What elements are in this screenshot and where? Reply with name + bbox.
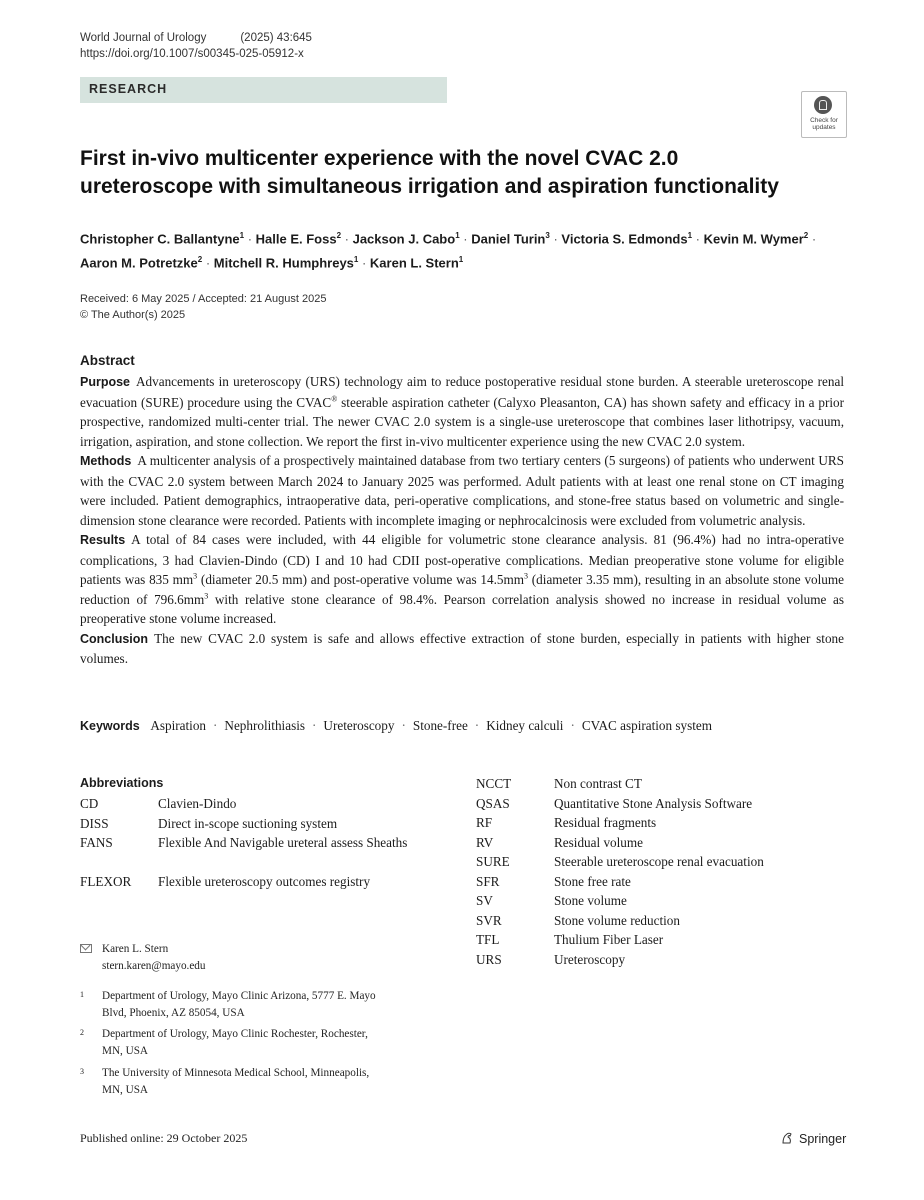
springer-horse-icon [780, 1131, 794, 1145]
author-name[interactable]: Kevin M. Wymer [703, 231, 804, 247]
abbreviation-row [80, 814, 440, 834]
title-line-2: ureteroscope with simultaneous irrigation and aspiration functionality [80, 175, 779, 198]
running-header [80, 30, 312, 62]
abbreviation-term: SFR [476, 873, 500, 889]
abbreviation-row [476, 872, 856, 892]
abstract-results: Results A total of 84 cases were included, with 44 eligible for volumetric stone clearance analysis. 81 (96.4%) had no intra-operative complications, 3 had Clavien-Dindo (CD) I and 10 had CDII post-operative complications. Median preoperative stone volume for eligible patients was 835 $mm^3$ (diameter 20.5 mm) and post-operative volume was $14.5mm^3$ (diameter 3.35 mm), resulting in an absolute stone volume reduction of $796.6mm^3$ with relative stone clearance of 98.4%. Pearson correlation analysis showed no increase in residual volume as preoperative stone volume increased. [80, 532, 844, 626]
abbreviation-definition: Residual fragments [554, 815, 657, 830]
abbreviation-row [476, 852, 856, 872]
conclusion-label: Conclusion [80, 631, 149, 646]
author-name[interactable]: Victoria S. Edmonds [561, 231, 688, 247]
abbreviation-definition: Flexible And Navigable ureteral assess Sheaths [158, 835, 408, 850]
keyword: Ureteroscopy [323, 718, 395, 733]
envelope-icon [80, 944, 92, 953]
abbreviation-row [476, 891, 856, 911]
methods-label: Methods [80, 454, 132, 468]
author-name[interactable]: Aaron M. Potretzke [80, 255, 198, 271]
abbreviation-definition: Flexible ureteroscopy outcomes registry [158, 874, 371, 889]
abstract-conclusion: Conclusion The new CVAC 2.0 system is safe and allows effective extraction of stone burden, especially in patients with higher stone volumes. [80, 630, 844, 666]
abbreviation-term: NCCT [476, 776, 512, 791]
abstract-body [80, 372, 844, 669]
keywords-line: Keywords Aspiration · Nephrolithiasis · Ureteroscopy · Stone-free · Kidney calculi · CVAC aspiration system [80, 718, 713, 733]
abbreviation-definition: Residual volume [554, 834, 644, 850]
abbreviation-row [476, 813, 856, 833]
abbreviation-definition: Ureteroscopy [554, 951, 626, 967]
article-title [80, 145, 820, 201]
abstract-purpose: Purpose Advancements in ureteroscopy (URS) technology aim to reduce postoperative residual stone burden. A steerable ureteroscope renal evacuation (SURE) procedure using the CVAC® steerable aspiration catheter (Calyxo Pleasanton, CA) has shown safety and efficacy in a prior prospective, randomized multi-center trial. The newer CVAC 2.0 system is a single-use ureteroscope that combines laser lithotripsy, vacuum, irrigation, aspiration, and stone collection. We report the first in-vivo multicenter experience using the new CVAC 2.0 system. [80, 374, 844, 449]
author-name[interactable]: Karen L. Stern [369, 255, 459, 271]
abbreviation-definition: Stone free rate [554, 873, 631, 889]
abbreviation-term: CD [80, 796, 99, 811]
affiliation-1: 1 Department of Urology, Mayo Clinic Arizona, 5777 E. Mayo Blvd, Phoenix, AZ 85054, USA [80, 990, 376, 1019]
article-dates [80, 291, 326, 323]
corresponding-author: Karen L. Stern [102, 943, 169, 955]
abbreviation-term: SVR [476, 912, 502, 928]
abbreviation-definition: Quantitative Stone Analysis Software [554, 795, 753, 811]
abbreviation-row [80, 794, 440, 814]
abbreviation-definition: Stone volume reduction [554, 912, 680, 928]
doi-link[interactable]: https://doi.org/10.1007/s00345-025-05912-x [80, 48, 304, 60]
author-name[interactable]: Mitchell R. Humphreys [213, 255, 354, 271]
affiliation-3: 3 The University of Minnesota Medical School, Minneapolis, MN, USA [80, 1067, 370, 1096]
abbreviations-left-column [80, 794, 440, 911]
abbreviation-term: FLEXOR [80, 874, 132, 889]
abbreviation-row [476, 794, 856, 814]
check-for-updates-badge[interactable] [801, 91, 847, 138]
author-name[interactable]: Daniel Turin [471, 231, 546, 247]
abbreviations-heading: Abbreviations [80, 776, 164, 790]
keywords-label: Keywords [80, 719, 140, 733]
keyword: Stone-free [412, 718, 468, 733]
author-list: Christopher C. Ballantyne$^1$ · Halle E. Foss$^2$ · Jackson J. Cabo$^1$ · Daniel Turin$^3$ · Victoria S. Edmonds$^1$ · Kevin M. Wymer$^2$ · Aaron M. Potretzke$^2$ · Mitchell R. Humphreys$^1$ · Karen L. Stern$^1$ [80, 231, 817, 271]
author-name[interactable]: Jackson J. Cabo [352, 231, 456, 247]
abstract-methods: Methods A multicenter analysis of a prospectively maintained database from two tertiary centers (5 surgeons) of patients who underwent URS with the CVAC 2.0 system between March 2024 to January 2025 was performed. Adult patients with at least one renal stone on CT imaging were included. Patient demographics, intraoperative data, peri-operative complications, and stone-free status based on volumetric and single-dimension stone clearance were recorded. Patients with incomplete imaging or nephrocalcinosis were excluded from volumetric analysis. [80, 453, 844, 528]
abbreviation-row [476, 950, 856, 970]
author-name[interactable]: Halle E. Foss [255, 231, 337, 247]
abbreviation-definition: Non contrast CT [554, 776, 642, 791]
keyword: Nephrolithiasis [224, 718, 306, 733]
abbreviation-term: RF [476, 815, 493, 830]
published-online: Published online: 29 October 2025 [80, 1131, 248, 1145]
author-affiliation-mark: 1 [353, 255, 359, 265]
abbreviation-term: RV [476, 834, 494, 850]
section-label: RESEARCH [89, 82, 168, 96]
abbreviation-row [476, 833, 856, 853]
abbreviation-term: URS [476, 951, 502, 967]
copyright-line: © The Author(s) 2025 [80, 309, 186, 321]
abbreviation-definition: Steerable ureteroscope renal evacuation [554, 854, 764, 869]
publisher-logo [780, 1131, 846, 1146]
abbreviation-term: SURE [476, 854, 510, 869]
abbreviation-term: SV [476, 893, 493, 908]
author-name[interactable]: Christopher C. Ballantyne [80, 231, 240, 247]
abbreviation-definition: Direct in-scope suctioning system [158, 815, 338, 831]
author-affiliation-mark: 1 [239, 231, 245, 240]
author-affiliation-mark: 3 [545, 231, 550, 240]
check-for-updates-icon [814, 96, 832, 114]
section-band [80, 77, 447, 103]
abbreviation-row [476, 930, 856, 950]
abbreviation-term: DISS [80, 815, 109, 831]
abbreviation-row [80, 833, 440, 872]
purpose-label: Purpose [80, 375, 131, 389]
abstract-heading: Abstract [80, 353, 135, 368]
abbreviation-term: FANS [80, 835, 113, 850]
abbreviation-row [80, 872, 440, 911]
abbreviations-right-column [476, 774, 856, 969]
abbreviation-definition: Thulium Fiber Laser [554, 932, 664, 947]
corresponding-email[interactable]: stern.karen@mayo.edu [102, 960, 206, 972]
author-affiliation-mark: 1 [687, 231, 693, 240]
abbreviation-row [476, 911, 856, 931]
journal-name: World Journal of Urology [80, 32, 207, 44]
author-affiliation-mark: 2 [803, 231, 809, 240]
check-for-updates-label: Check for updates [810, 117, 838, 131]
abbreviation-term: TFL [476, 932, 500, 947]
results-label: Results [80, 533, 126, 547]
title-line-1: First in-vivo multicenter experience with the novel CVAC 2.0 [80, 147, 679, 170]
author-affiliation-mark: 1 [455, 231, 460, 240]
abbreviation-row [476, 774, 856, 794]
keyword: Kidney calculi [486, 718, 564, 733]
author-affiliation-mark: 1 [458, 255, 464, 265]
correspondence [80, 941, 206, 975]
keyword: Aspiration [150, 718, 207, 733]
abbreviation-term: QSAS [476, 795, 510, 811]
abbreviation-definition: Stone volume [554, 893, 627, 908]
abbreviation-definition: Clavien-Dindo [158, 796, 237, 811]
affiliation-2: 2 Department of Urology, Mayo Clinic Rochester, Rochester, MN, USA [80, 1028, 368, 1057]
author-affiliation-mark: 2 [336, 231, 342, 240]
publisher-name: Springer [799, 1132, 847, 1146]
keyword: CVAC aspiration system [581, 718, 713, 733]
volume-info: (2025) 43:645 [240, 32, 312, 44]
received-accepted: Received: 6 May 2025 / Accepted: 21 August 2025 [80, 293, 327, 305]
author-affiliation-mark: 2 [197, 255, 203, 265]
